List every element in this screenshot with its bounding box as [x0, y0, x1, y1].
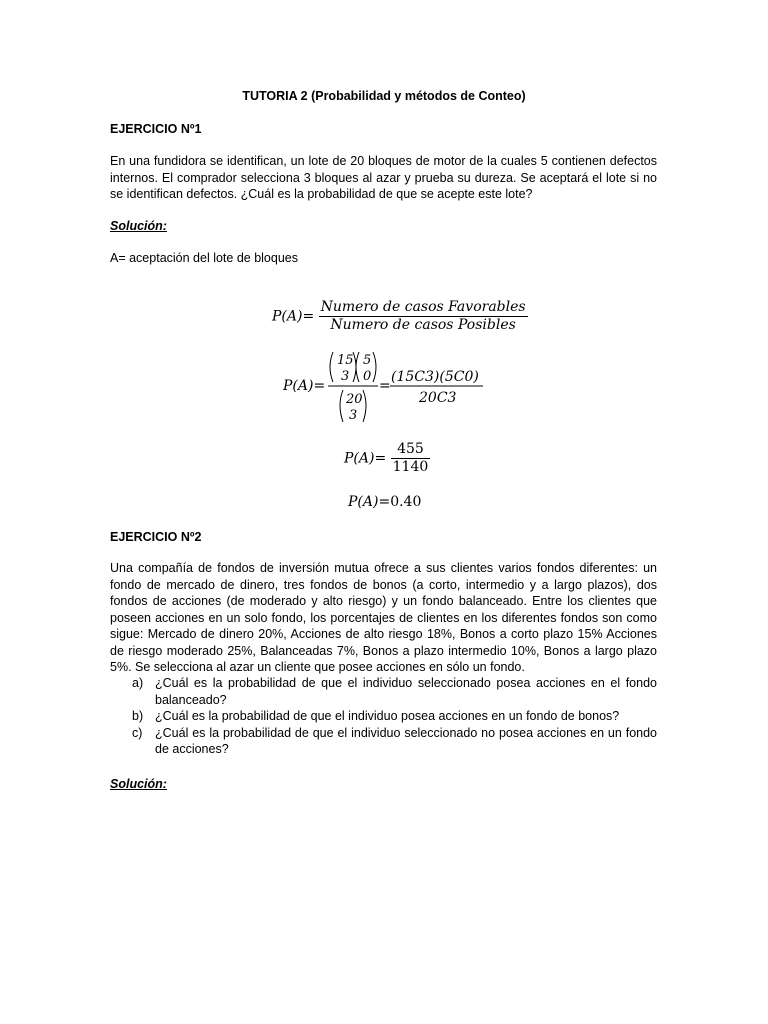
pa-label: P(A)= [348, 494, 391, 510]
question-text: ¿Cuál es la probabilidad de que el individuo posea acciones en un fondo de bonos? [155, 709, 620, 723]
binomial-fraction [328, 352, 378, 423]
list-marker: c) [132, 725, 143, 740]
question-text: ¿Cuál es la probabilidad de que el individuo seleccionado posea acciones en el fondo balanceado? [155, 676, 657, 707]
fraction-numerator: 455 [391, 441, 431, 459]
exercise-2-solution-label: Solución: [110, 777, 167, 791]
favorables-numerator: Numero de casos Favorables [320, 299, 526, 315]
right-paren [363, 390, 366, 422]
combination-fraction [390, 369, 483, 406]
exercise-1-heading: EJERCICIO Nº1 [110, 122, 202, 136]
question-text: ¿Cuál es la probabilidad de que el individuo seleccionado no posea acciones en un fondo de acciones? [155, 725, 657, 756]
numeric-fraction-equation [344, 441, 430, 476]
event-definition: A= aceptación del lote de bloques [110, 251, 298, 265]
binom-bot-c: 3 [349, 408, 358, 423]
result-value: 0.40 [390, 494, 422, 510]
posibles-denominator: Numero de casos Posibles [330, 317, 516, 333]
binom-top-a: 15 [337, 353, 354, 368]
result-equation [348, 494, 421, 510]
exercise-1-solution-label: Solución: [110, 219, 167, 233]
right-paren [373, 352, 376, 382]
binomial-equation-graphic [283, 350, 493, 425]
fraction-denominator: 1140 [392, 459, 429, 475]
pa-label: P(A)= [344, 450, 387, 467]
exercise-2-statement: Una compañía de fondos de inversión mutua ofrece a sus clientes varios fondos diferentes: un fondo de mercado de dinero, tres fondos de bonos (a corto, intermedio y a largo plazos), dos fondos de acciones (de moderado y alto riesgo) y un fondo balanceado. Entre los clientes que poseen acciones en un solo fondo, los porcentajes de clientes en los diferentes fondos son como sigue: Mercado de dinero 20%, Acciones de alto riesgo 18%, Bonos a corto plazo 15% Acciones de riesgo moderado 25%, Balanceadas 7%, Bonos a plazo intermedio 10%, Bonos a largo plazo 5%. Se selecciona al azar un cliente que posee acciones en sólo un fondo. [110, 561, 657, 674]
pa-label: P(A)= [272, 308, 315, 325]
exercise-1-statement: En una fundidora se identifican, un lote de 20 bloques de motor de la cuales 5 contienen defectos internos. El comprador selecciona 3 bloques al azar y prueba su dureza. Se aceptará el lote si no se identifican defectos. ¿Cuál es la probabilidad de que se acepte este lote? [110, 154, 657, 201]
combination-denominator: 20C3 [419, 390, 457, 406]
binom-bot-a: 3 [341, 369, 350, 384]
binom-bot-b: 0 [363, 369, 372, 384]
list-marker: a) [132, 676, 144, 690]
pa-label: P(A)= [283, 378, 326, 394]
probability-definition-equation [272, 299, 528, 334]
binomial-equation [283, 350, 493, 429]
numeric-fraction [391, 441, 431, 476]
combination-numerator: (15C3)(5C0) [391, 369, 479, 385]
exercise-2-heading: EJERCICIO Nº2 [110, 530, 202, 544]
definition-fraction [319, 299, 528, 334]
binom-top-c: 20 [346, 392, 363, 407]
list-item [110, 675, 657, 708]
list-item [110, 725, 657, 758]
list-item [110, 708, 657, 725]
left-paren [340, 390, 343, 422]
document-title: TUTORIA 2 (Probabilidad y métodos de Conteo) [242, 89, 526, 103]
left-paren [330, 352, 333, 382]
list-marker: b) [132, 709, 144, 723]
exercise-2-questions [110, 675, 657, 758]
binom-top-b: 5 [363, 353, 372, 368]
equals-sign: = [379, 378, 391, 394]
left-paren [356, 352, 359, 382]
